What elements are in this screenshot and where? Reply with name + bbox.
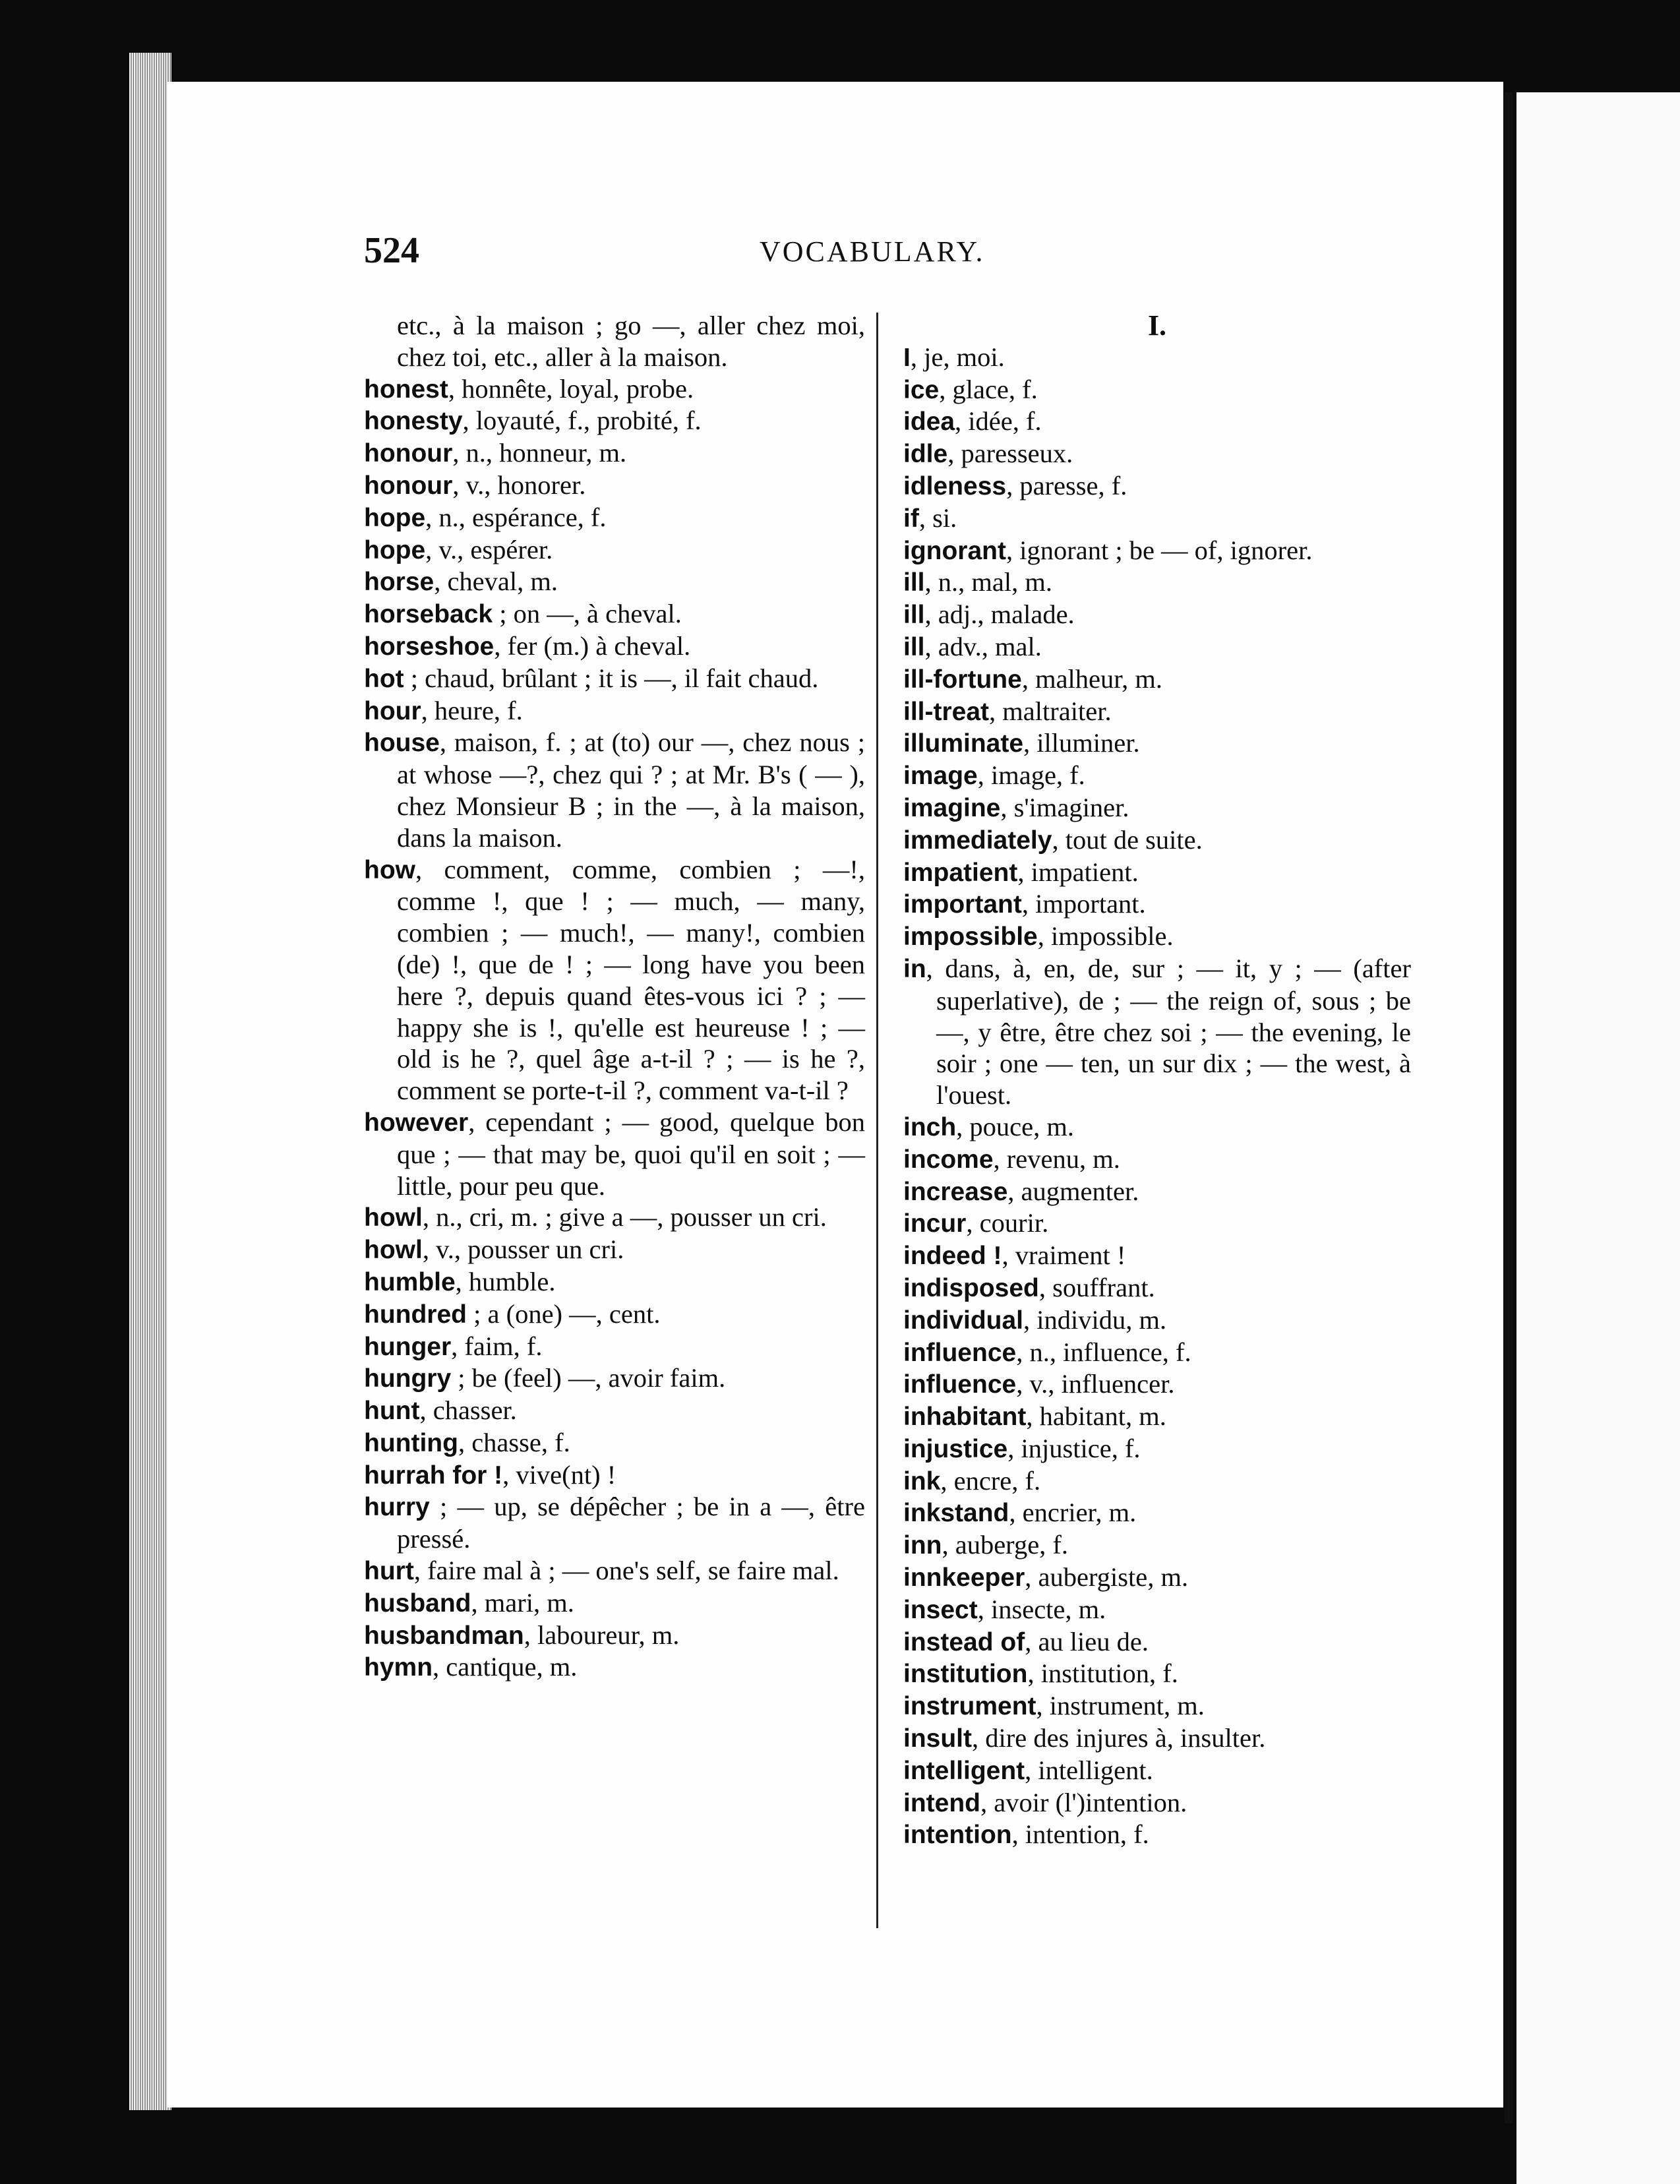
vocabulary-entry [903, 1111, 1411, 1143]
vocabulary-entry [364, 437, 865, 470]
entry-definition: , loyauté, f., probité, f. [462, 406, 702, 436]
entry-definition: , adj., malade. [924, 599, 1075, 630]
entry-definition: , augmenter. [1007, 1176, 1139, 1206]
entry-definition: , vive(nt) ! [502, 1459, 616, 1490]
vocabulary-entry [903, 1143, 1411, 1176]
entry-headword: increase [903, 1177, 1008, 1206]
right-column [903, 310, 1411, 1851]
entry-definition: , paresse, f. [1006, 470, 1127, 501]
vocabulary-entry [903, 1626, 1411, 1658]
vocabulary-entry [364, 1587, 865, 1620]
entry-headword: I [903, 343, 911, 372]
entry-headword: hunt [364, 1397, 420, 1426]
entry-definition: , image, f. [977, 760, 1085, 791]
vocabulary-entry [364, 1107, 865, 1201]
vocabulary-entry [903, 760, 1411, 792]
entry-headword: hundred [364, 1300, 467, 1329]
vocabulary-entry [364, 663, 865, 695]
entry-definition: , v., espérer. [425, 534, 553, 564]
vocabulary-entry [903, 1594, 1411, 1626]
entry-headword: inn [903, 1531, 942, 1560]
entry-headword: intention [903, 1821, 1012, 1850]
entry-headword: impossible [903, 923, 1038, 952]
vocabulary-entry [903, 921, 1411, 953]
entry-definition: , impatient. [1017, 857, 1139, 887]
entry-definition: ; on —, à cheval. [493, 599, 682, 629]
vocabulary-entry [903, 1304, 1411, 1337]
entry-headword: incur [903, 1209, 967, 1238]
vocabulary-entry [903, 857, 1411, 889]
vocabulary-entry [903, 535, 1411, 567]
vocabulary-entry [364, 1427, 865, 1459]
vocabulary-entry [903, 1240, 1411, 1272]
entry-definition: , n., espérance, f. [425, 502, 607, 532]
entry-definition: , heure, f. [421, 695, 523, 725]
vocabulary-entry [903, 696, 1411, 728]
entry-headword: intelligent [903, 1756, 1025, 1785]
entry-headword: hour [364, 696, 421, 725]
entry-definition: , maltraiter. [989, 696, 1112, 726]
entry-definition: etc., à la maison ; go —, aller chez moi, chez toi, etc., aller à la maison. [397, 311, 865, 372]
entry-definition: , important. [1021, 889, 1146, 919]
entry-headword: inkstand [903, 1499, 1009, 1528]
entry-headword: important [903, 890, 1022, 919]
entry-definition: , dans, à, en, de, sur ; — it, y ; — (after superlative), de ; — the reign of, sous ; be —, y être, être chez soi ; — the evening, le soir ; one — ten, un sur dix ; — the west, à l'ouest. [926, 953, 1411, 1110]
entry-definition: , paresseux. [947, 439, 1073, 469]
entry-headword: hunting [364, 1428, 458, 1457]
vocabulary-entry [364, 1362, 865, 1395]
entry-headword: influence [903, 1370, 1017, 1399]
vocabulary-entry [903, 1497, 1411, 1529]
entry-definition: , vraiment ! [1002, 1240, 1126, 1271]
entry-headword: hunger [364, 1332, 452, 1361]
vocabulary-entry [364, 1234, 865, 1266]
entry-definition: , malheur, m. [1021, 663, 1163, 694]
entry-headword: hurrah for ! [364, 1461, 503, 1490]
entry-definition: , tout de suite. [1052, 824, 1203, 855]
entry-headword: influence [903, 1338, 1017, 1367]
entry-definition: , revenu, m. [993, 1143, 1120, 1174]
entry-headword: institution [903, 1660, 1028, 1689]
entry-definition: , v., influencer. [1016, 1369, 1175, 1399]
vocabulary-entry [364, 1201, 865, 1234]
entry-definition: , adv., mal. [924, 631, 1042, 661]
vocabulary-entry [364, 598, 865, 630]
entry-definition: , faim, f. [451, 1331, 543, 1361]
entry-definition: , humble. [455, 1266, 556, 1296]
running-head: VOCABULARY. [760, 235, 985, 268]
entry-headword: hurry [364, 1493, 430, 1522]
entry-headword: horseback [364, 600, 493, 629]
entry-headword: innkeeper [903, 1563, 1025, 1592]
entry-headword: intend [903, 1788, 980, 1817]
entry-headword: ignorant [903, 536, 1006, 565]
entry-definition: ; a (one) —, cent. [466, 1298, 661, 1329]
entry-headword: inch [903, 1112, 957, 1141]
entry-definition: , au lieu de. [1025, 1626, 1149, 1656]
entry-headword: house [364, 729, 440, 758]
vocabulary-entry [903, 953, 1411, 1111]
entry-headword: hungry [364, 1364, 452, 1393]
entry-headword: ill [903, 568, 925, 597]
vocabulary-entry [903, 1337, 1411, 1369]
entry-headword: hurt [364, 1557, 414, 1586]
entry-headword: howl [364, 1203, 423, 1232]
vocabulary-entry [903, 1755, 1411, 1787]
entry-definition: , intention, f. [1011, 1819, 1149, 1850]
vocabulary-entry [903, 1658, 1411, 1690]
entry-definition: , ignorant ; be — of, ignorer. [1005, 535, 1313, 565]
entry-definition: , intelligent. [1025, 1755, 1153, 1785]
vocabulary-entry [364, 1459, 865, 1492]
vocabulary-entry [364, 310, 865, 373]
entry-definition: , n., mal, m. [924, 567, 1052, 597]
entry-definition: , dire des injures à, insulter. [972, 1723, 1266, 1753]
entry-definition: , courir. [966, 1208, 1049, 1238]
entry-definition: , encrier, m. [1009, 1498, 1137, 1528]
entry-headword: honour [364, 439, 453, 468]
entry-headword: husbandman [364, 1621, 524, 1650]
entry-definition: , maison, f. ; at (to) our —, chez nous ; at whose —?, chez qui ? ; at Mr. B's ( — ), chez Monsieur B ; in the —, à la maison, dans la maison. [397, 727, 865, 853]
vocabulary-entry [903, 342, 1411, 374]
entry-definition: , encre, f. [940, 1465, 1041, 1496]
vocabulary-entry [903, 1722, 1411, 1755]
entry-definition: , aubergiste, m. [1025, 1562, 1189, 1592]
entry-definition: , n., influence, f. [1016, 1337, 1191, 1367]
vocabulary-entry [364, 1555, 865, 1587]
column-divider [876, 313, 878, 1928]
entry-headword: horse [364, 568, 435, 597]
vocabulary-entry [364, 1491, 865, 1555]
left-column [364, 310, 865, 1684]
vocabulary-entry [903, 1433, 1411, 1465]
entry-headword: honesty [364, 407, 463, 436]
entry-headword: instrument [903, 1692, 1036, 1721]
entry-definition: , n., honneur, m. [452, 438, 627, 468]
vocabulary-entry [364, 1395, 865, 1427]
section-letter: I. [1147, 309, 1167, 342]
entry-definition: , cantique, m. [433, 1652, 578, 1682]
entry-headword: honour [364, 471, 453, 500]
entry-headword: humble [364, 1267, 456, 1296]
entry-definition: , insecte, m. [977, 1594, 1106, 1624]
vocabulary-entry [364, 1266, 865, 1298]
vocabulary-entry [903, 502, 1411, 535]
vocabulary-entry [903, 1787, 1411, 1819]
vocabulary-entry [903, 1529, 1411, 1562]
entry-headword: ill-treat [903, 697, 990, 726]
entry-definition: , je, moi. [910, 342, 1005, 372]
facing-page-edge [1516, 92, 1680, 2184]
vocabulary-entry [903, 1401, 1411, 1433]
vocabulary-entry [364, 373, 865, 406]
entry-headword: imagine [903, 793, 1001, 822]
vocabulary-entry [903, 599, 1411, 631]
entry-headword: howl [364, 1236, 423, 1265]
entry-definition: , fer (m.) à cheval. [494, 630, 691, 661]
vocabulary-entry [903, 566, 1411, 599]
entry-definition: , cheval, m. [434, 566, 558, 597]
vocabulary-entry [364, 630, 865, 663]
entry-headword: husband [364, 1589, 471, 1618]
entry-headword: income [903, 1145, 994, 1174]
vocabulary-entry [903, 792, 1411, 824]
vocabulary-entry [903, 1465, 1411, 1498]
entry-definition: , souffrant. [1038, 1272, 1155, 1302]
gutter-shadow [1505, 92, 1513, 2123]
vocabulary-entry [364, 1651, 865, 1684]
entry-definition: , pouce, m. [956, 1111, 1075, 1141]
entry-headword: illuminate [903, 729, 1024, 758]
vocabulary-entry [903, 406, 1411, 438]
entry-definition: , honnête, loyal, probe. [448, 373, 694, 404]
entry-headword: indisposed [903, 1273, 1039, 1302]
entry-headword: insect [903, 1595, 978, 1624]
entry-definition: , v., pousser un cri. [422, 1234, 624, 1265]
vocabulary-entry [903, 470, 1411, 502]
entry-headword: injustice [903, 1434, 1008, 1463]
entry-definition: ; chaud, brûlant ; it is —, il fait chaud. [404, 663, 819, 693]
vocabulary-entry [364, 405, 865, 437]
vocabulary-entry [903, 1272, 1411, 1304]
entry-headword: how [364, 855, 415, 884]
entry-definition: , cependant ; — good, quelque bon que ; — that may be, quoi qu'il en soit ; — little, pour peu que. [397, 1107, 865, 1201]
vocabulary-entry [903, 824, 1411, 857]
vocabulary-entry [903, 663, 1411, 696]
entry-definition: , faire mal à ; — one's self, se faire mal. [413, 1556, 839, 1586]
entry-definition: , habitant, m. [1026, 1401, 1166, 1432]
entry-definition: ; be (feel) —, avoir faim. [451, 1363, 726, 1393]
vocabulary-entry [903, 727, 1411, 760]
entry-headword: horseshoe [364, 632, 495, 661]
entry-definition: , injustice, f. [1007, 1433, 1141, 1463]
entry-headword: in [903, 954, 926, 983]
page-number: 524 [364, 230, 419, 271]
vocabulary-entry [364, 1298, 865, 1331]
entry-definition: , glace, f. [939, 374, 1038, 404]
entry-headword: ill [903, 632, 925, 661]
entry-definition: , idée, f. [955, 406, 1042, 437]
entry-headword: honest [364, 375, 448, 404]
entry-headword: indeed ! [903, 1242, 1002, 1271]
entry-headword: immediately [903, 826, 1052, 855]
entry-definition: , mari, m. [471, 1587, 574, 1618]
entry-headword: hope [364, 503, 426, 532]
entry-headword: instead of [903, 1627, 1025, 1656]
vocabulary-entry [364, 854, 865, 1107]
entry-headword: idleness [903, 471, 1007, 501]
vocabulary-entry [364, 502, 865, 534]
vocabulary-entry [903, 1207, 1411, 1240]
entry-headword: however [364, 1108, 469, 1137]
entry-definition: , instrument, m. [1036, 1691, 1205, 1721]
book-page-edges [129, 53, 171, 2110]
vocabulary-entry [364, 695, 865, 727]
vocabulary-entry [903, 631, 1411, 663]
entry-definition: , laboureur, m. [524, 1620, 680, 1650]
vocabulary-entry [903, 1819, 1411, 1851]
vocabulary-entry [364, 727, 865, 853]
entry-headword: idea [903, 408, 955, 437]
entry-definition: , avoir (l')intention. [980, 1787, 1187, 1817]
entry-definition: , chasse, f. [458, 1427, 570, 1457]
vocabulary-entry [364, 534, 865, 566]
entry-headword: hot [364, 664, 404, 693]
entry-definition: , si. [918, 502, 957, 533]
entry-definition: , illuminer. [1023, 728, 1140, 758]
vocabulary-entry [364, 470, 865, 502]
entry-headword: hope [364, 535, 426, 564]
vocabulary-entry [903, 888, 1411, 921]
vocabulary-entry [364, 566, 865, 598]
entry-headword: ill [903, 601, 925, 630]
vocabulary-entry [903, 1690, 1411, 1722]
entry-headword: ink [903, 1467, 941, 1496]
entry-definition: , impossible. [1037, 921, 1174, 952]
vocabulary-entry [364, 1620, 865, 1652]
entry-definition: , n., cri, m. ; give a —, pousser un cri. [422, 1202, 827, 1232]
entry-headword: ill-fortune [903, 665, 1022, 694]
entry-definition: , auberge, f. [942, 1530, 1069, 1560]
entry-headword: ice [903, 375, 940, 404]
vocabulary-entry [903, 1562, 1411, 1594]
entry-headword: idle [903, 440, 948, 469]
entry-definition: ; — up, se dépêcher ; be in a —, être pressé. [397, 1492, 865, 1554]
entry-definition: , s'imaginer. [1000, 792, 1129, 822]
vocabulary-entry [364, 1331, 865, 1363]
vocabulary-entry [903, 438, 1411, 470]
entry-headword: impatient [903, 858, 1018, 887]
entry-headword: individual [903, 1306, 1024, 1335]
entry-headword: hymn [364, 1653, 433, 1682]
entry-headword: inhabitant [903, 1403, 1027, 1432]
entry-headword: image [903, 762, 978, 791]
entry-definition: , chasser. [419, 1395, 517, 1426]
vocabulary-entry [903, 1368, 1411, 1401]
vocabulary-entry [903, 1176, 1411, 1208]
entry-headword: insult [903, 1724, 972, 1753]
entry-definition: , institution, f. [1027, 1658, 1178, 1689]
entry-headword: if [903, 504, 919, 533]
entry-definition: , individu, m. [1023, 1304, 1167, 1335]
vocabulary-entry [903, 374, 1411, 406]
entry-definition: , comment, comme, combien ; —!, comme !, que ! ; — much, — many, combien ; — much!, — many!, combien (de) !, que de ! ; — long have you been here ?, depuis quand êtes-vous ici ? ; — happy she is !, qu'elle est heureuse ! ; — old is he ?, quel âge a-t-il ? ; — is he ?, comment se porte-t-il ?, comment va-t-il ? [397, 854, 865, 1106]
entry-definition: , v., honorer. [452, 470, 586, 500]
